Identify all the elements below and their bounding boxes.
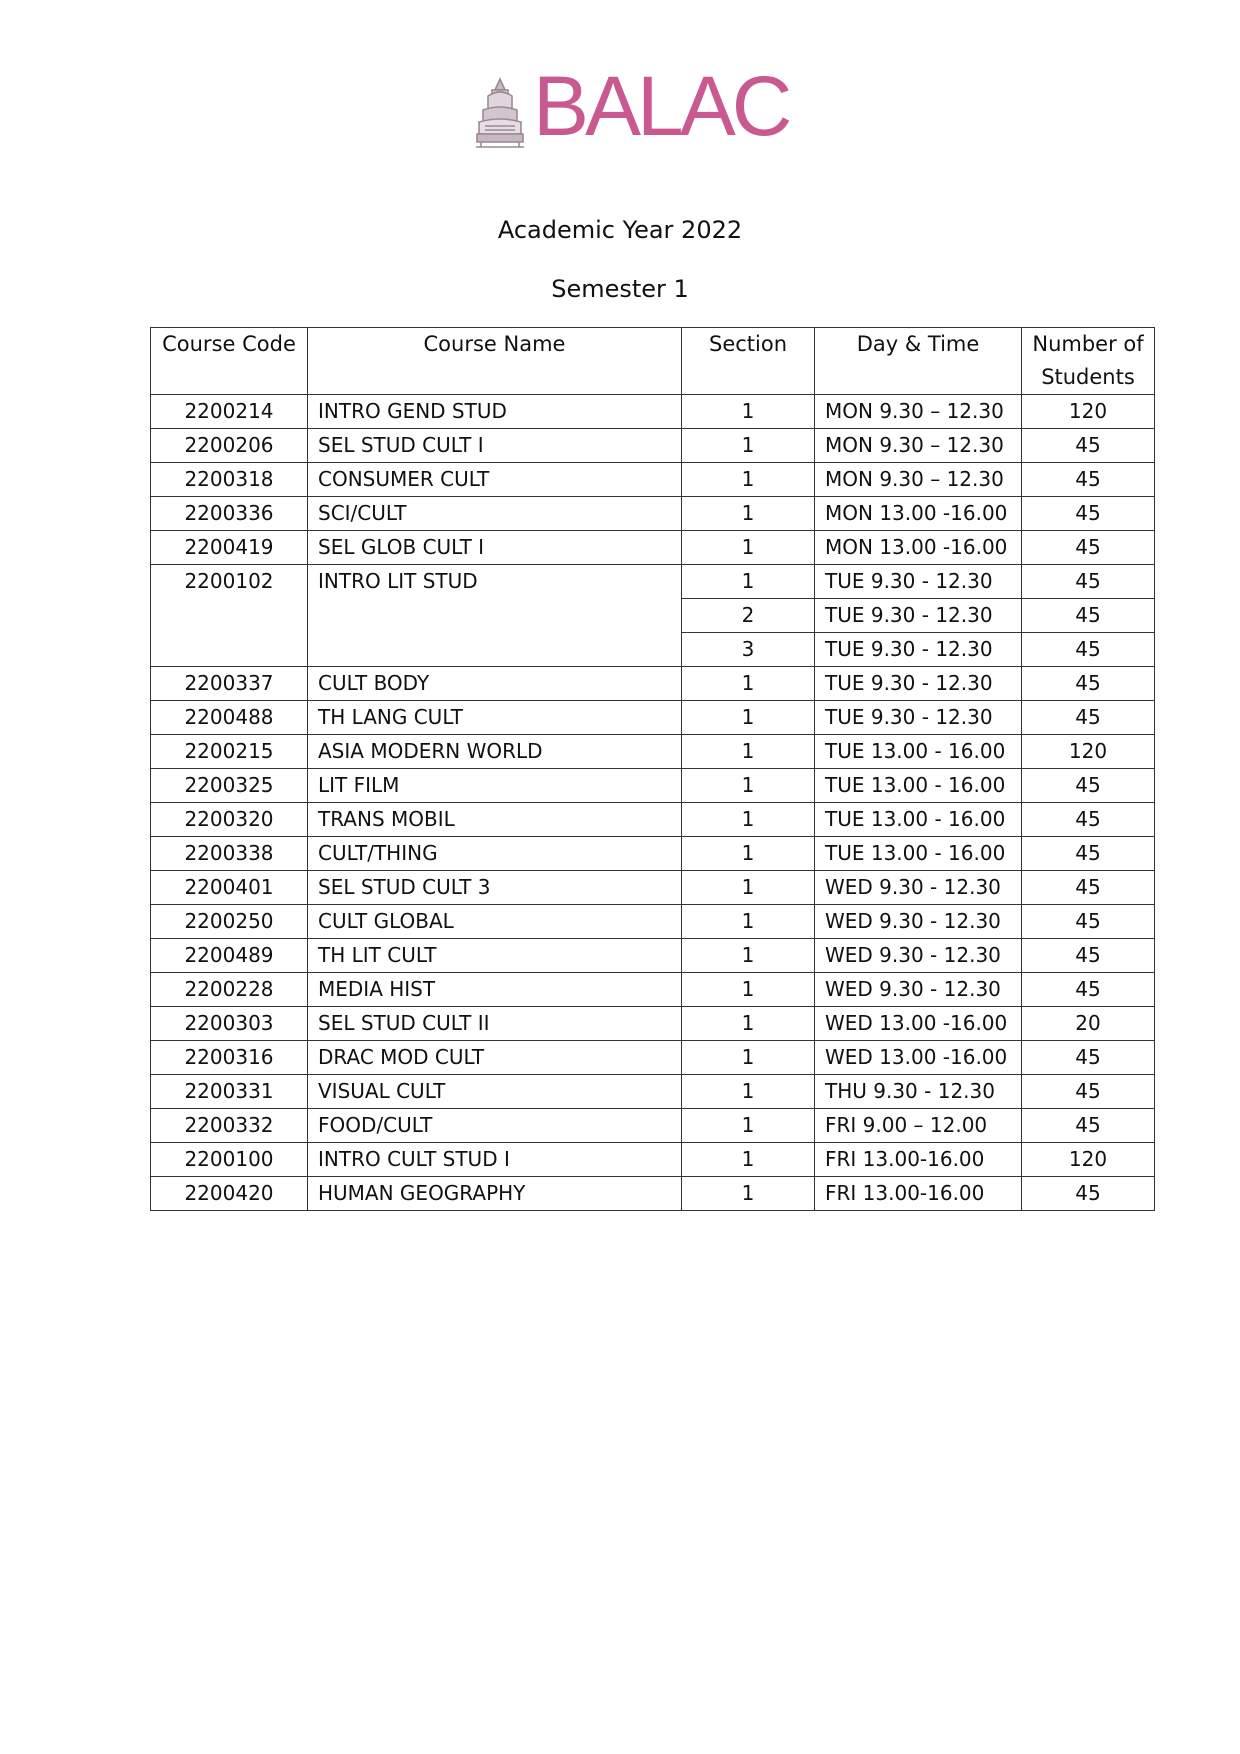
course-code-cell: 2200102: [151, 565, 308, 667]
course-code-cell: 2200206: [151, 429, 308, 463]
number-of-students-cell: 45: [1022, 905, 1155, 939]
course-name-cell: SEL STUD CULT 3: [308, 871, 682, 905]
day-time-cell: MON 9.30 – 12.30: [815, 463, 1022, 497]
course-name-cell: SCI/CULT: [308, 497, 682, 531]
day-time-cell: WED 9.30 - 12.30: [815, 905, 1022, 939]
section-cell: 1: [682, 565, 815, 599]
day-time-cell: TUE 9.30 - 12.30: [815, 633, 1022, 667]
semester-heading: Semester 1: [551, 275, 689, 303]
table-row: [151, 769, 1155, 803]
course-name-cell: VISUAL CULT: [308, 1075, 682, 1109]
course-name-cell: SEL STUD CULT I: [308, 429, 682, 463]
course-code-cell: 2200420: [151, 1177, 308, 1211]
course-code-cell: 2200331: [151, 1075, 308, 1109]
section-cell: 1: [682, 1041, 815, 1075]
header-course-name: Course Name: [308, 328, 682, 395]
day-time-cell: TUE 13.00 - 16.00: [815, 769, 1022, 803]
day-time-cell: TUE 9.30 - 12.30: [815, 565, 1022, 599]
day-time-cell: TUE 9.30 - 12.30: [815, 701, 1022, 735]
course-code-cell: 2200100: [151, 1143, 308, 1177]
number-of-students-cell: 120: [1022, 1143, 1155, 1177]
number-of-students-cell: 120: [1022, 735, 1155, 769]
course-code-cell: 2200303: [151, 1007, 308, 1041]
course-name-cell: SEL GLOB CULT I: [308, 531, 682, 565]
number-of-students-cell: 45: [1022, 803, 1155, 837]
header-section: Section: [682, 328, 815, 395]
day-time-cell: MON 9.30 – 12.30: [815, 395, 1022, 429]
day-time-cell: TUE 13.00 - 16.00: [815, 803, 1022, 837]
number-of-students-cell: 45: [1022, 1177, 1155, 1211]
course-name-cell: DRAC MOD CULT: [308, 1041, 682, 1075]
table-row: [151, 1143, 1155, 1177]
section-cell: 1: [682, 769, 815, 803]
section-cell: 1: [682, 667, 815, 701]
header-number-of-students: Number of Students: [1022, 328, 1155, 395]
section-cell: 1: [682, 531, 815, 565]
table-row: [151, 565, 1155, 599]
section-cell: 1: [682, 837, 815, 871]
table-row: [151, 905, 1155, 939]
day-time-cell: WED 9.30 - 12.30: [815, 871, 1022, 905]
section-cell: 1: [682, 701, 815, 735]
course-name-cell: TH LIT CULT: [308, 939, 682, 973]
day-time-cell: WED 9.30 - 12.30: [815, 973, 1022, 1007]
section-cell: 1: [682, 871, 815, 905]
section-cell: 1: [682, 1007, 815, 1041]
number-of-students-cell: 45: [1022, 1109, 1155, 1143]
number-of-students-cell: 45: [1022, 599, 1155, 633]
course-code-cell: 2200332: [151, 1109, 308, 1143]
number-of-students-cell: 45: [1022, 565, 1155, 599]
number-of-students-cell: 120: [1022, 395, 1155, 429]
day-time-cell: WED 9.30 - 12.30: [815, 939, 1022, 973]
section-cell: 1: [682, 803, 815, 837]
table-row: [151, 463, 1155, 497]
day-time-cell: FRI 13.00-16.00: [815, 1143, 1022, 1177]
section-cell: 1: [682, 973, 815, 1007]
number-of-students-cell: 45: [1022, 1075, 1155, 1109]
course-name-cell: SEL STUD CULT II: [308, 1007, 682, 1041]
course-code-cell: 2200337: [151, 667, 308, 701]
table-row: [151, 1075, 1155, 1109]
course-code-cell: 2200215: [151, 735, 308, 769]
table-row: [151, 701, 1155, 735]
course-name-cell: INTRO CULT STUD I: [308, 1143, 682, 1177]
table-row: [151, 803, 1155, 837]
table-row: [151, 429, 1155, 463]
table-row: [151, 1041, 1155, 1075]
course-code-cell: 2200488: [151, 701, 308, 735]
day-time-cell: MON 9.30 – 12.30: [815, 429, 1022, 463]
course-name-cell: ASIA MODERN WORLD: [308, 735, 682, 769]
number-of-students-cell: 45: [1022, 463, 1155, 497]
course-name-cell: CULT/THING: [308, 837, 682, 871]
day-time-cell: FRI 9.00 – 12.00: [815, 1109, 1022, 1143]
course-code-cell: 2200401: [151, 871, 308, 905]
number-of-students-cell: 45: [1022, 1041, 1155, 1075]
course-code-cell: 2200489: [151, 939, 308, 973]
balac-logo: [475, 59, 789, 153]
course-code-cell: 2200338: [151, 837, 308, 871]
section-cell: 1: [682, 395, 815, 429]
table-row: [151, 973, 1155, 1007]
section-cell: 1: [682, 1075, 815, 1109]
section-cell: 1: [682, 1143, 815, 1177]
header-day-time: Day & Time: [815, 328, 1022, 395]
course-name-cell: CULT GLOBAL: [308, 905, 682, 939]
academic-year-heading: Academic Year 2022: [497, 216, 743, 244]
number-of-students-cell: 45: [1022, 939, 1155, 973]
day-time-cell: TUE 9.30 - 12.30: [815, 599, 1022, 633]
day-time-cell: TUE 13.00 - 16.00: [815, 837, 1022, 871]
section-cell: 1: [682, 939, 815, 973]
day-time-cell: MON 13.00 -16.00: [815, 531, 1022, 565]
section-cell: 1: [682, 735, 815, 769]
course-name-cell: CONSUMER CULT: [308, 463, 682, 497]
day-time-cell: TUE 13.00 - 16.00: [815, 735, 1022, 769]
table-row: [151, 735, 1155, 769]
table-header-row: [151, 328, 1155, 395]
course-name-cell: HUMAN GEOGRAPHY: [308, 1177, 682, 1211]
course-code-cell: 2200214: [151, 395, 308, 429]
number-of-students-cell: 45: [1022, 701, 1155, 735]
course-code-cell: 2200316: [151, 1041, 308, 1075]
section-cell: 1: [682, 1109, 815, 1143]
course-code-cell: 2200228: [151, 973, 308, 1007]
number-of-students-cell: 45: [1022, 871, 1155, 905]
number-of-students-cell: 20: [1022, 1007, 1155, 1041]
header-course-code: Course Code: [151, 328, 308, 395]
logo-text: BALAC: [533, 59, 789, 153]
day-time-cell: WED 13.00 -16.00: [815, 1007, 1022, 1041]
course-name-cell: INTRO LIT STUD: [308, 565, 682, 667]
course-code-cell: 2200325: [151, 769, 308, 803]
university-crest-icon: [475, 76, 525, 148]
section-cell: 3: [682, 633, 815, 667]
day-time-cell: THU 9.30 - 12.30: [815, 1075, 1022, 1109]
table-body: [151, 395, 1155, 1211]
number-of-students-cell: 45: [1022, 837, 1155, 871]
number-of-students-cell: 45: [1022, 633, 1155, 667]
table-row: [151, 871, 1155, 905]
number-of-students-cell: 45: [1022, 667, 1155, 701]
number-of-students-cell: 45: [1022, 973, 1155, 1007]
section-cell: 1: [682, 429, 815, 463]
number-of-students-cell: 45: [1022, 769, 1155, 803]
section-cell: 1: [682, 905, 815, 939]
section-cell: 1: [682, 497, 815, 531]
table-row: [151, 1177, 1155, 1211]
section-cell: 1: [682, 463, 815, 497]
number-of-students-cell: 45: [1022, 497, 1155, 531]
table-row: [151, 497, 1155, 531]
course-code-cell: 2200320: [151, 803, 308, 837]
number-of-students-cell: 45: [1022, 531, 1155, 565]
section-cell: 2: [682, 599, 815, 633]
course-name-cell: CULT BODY: [308, 667, 682, 701]
course-name-cell: INTRO GEND STUD: [308, 395, 682, 429]
course-name-cell: MEDIA HIST: [308, 973, 682, 1007]
day-time-cell: TUE 9.30 - 12.30: [815, 667, 1022, 701]
day-time-cell: FRI 13.00-16.00: [815, 1177, 1022, 1211]
course-code-cell: 2200318: [151, 463, 308, 497]
day-time-cell: WED 13.00 -16.00: [815, 1041, 1022, 1075]
course-schedule-table: [150, 327, 1155, 1211]
course-name-cell: LIT FILM: [308, 769, 682, 803]
table-row: [151, 667, 1155, 701]
table-row: [151, 837, 1155, 871]
table-row: [151, 1007, 1155, 1041]
number-of-students-cell: 45: [1022, 429, 1155, 463]
course-code-cell: 2200336: [151, 497, 308, 531]
course-name-cell: FOOD/CULT: [308, 1109, 682, 1143]
day-time-cell: MON 13.00 -16.00: [815, 497, 1022, 531]
course-name-cell: TH LANG CULT: [308, 701, 682, 735]
table-row: [151, 1109, 1155, 1143]
course-name-cell: TRANS MOBIL: [308, 803, 682, 837]
table-row: [151, 531, 1155, 565]
course-code-cell: 2200419: [151, 531, 308, 565]
table-row: [151, 395, 1155, 429]
table-row: [151, 939, 1155, 973]
course-code-cell: 2200250: [151, 905, 308, 939]
section-cell: 1: [682, 1177, 815, 1211]
